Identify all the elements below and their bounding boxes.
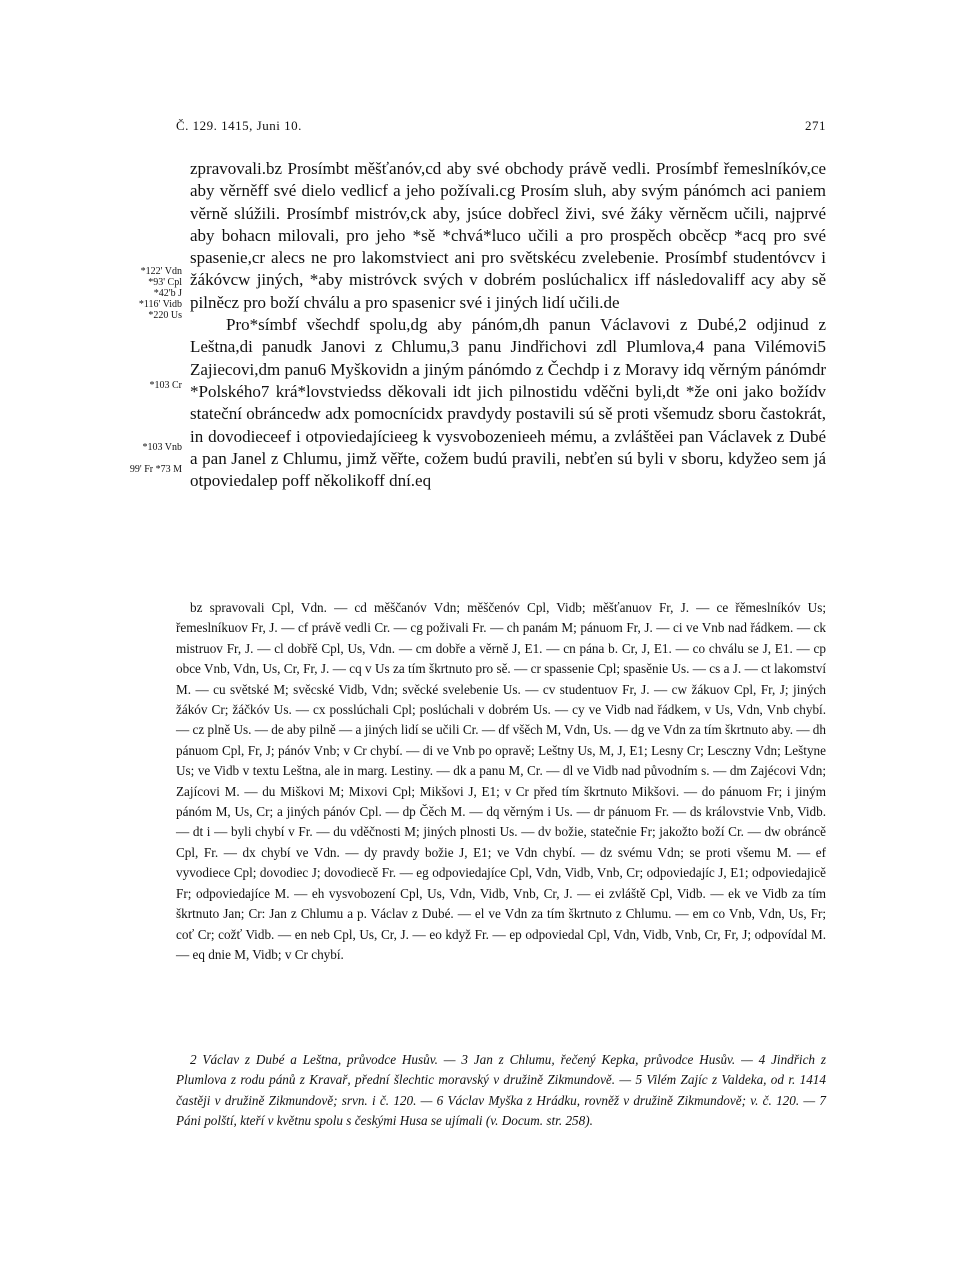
footnote-block: 2 Václav z Dubé a Leštna, průvodce Husův. — 3 Jan z Chlumu, řečený Kepka, průvodce Husův. — 4 Jindřich z Plumlova z rodu pánů z Kravař, přední šlechtic moravský v družině Zikmundově. — 5 Vilém Zajíc z Valdeka, od r. 1414 častěji v družině Zikmundově; srvn. i č. 120. — 6 Václav Myška z Hrádku, rovněž v družině Zikmundově; v. č. 120. — 7 Páni polští, kteří v květnu spolu s českými Husa se ujímali (v. Docum. str. 258). [176,1052,826,1129]
margin-note: *103 Vnb [142,442,182,453]
margin-note: *93' Cpl [148,277,182,288]
margin-note: *116' Vidb [138,299,182,310]
main-paragraph: zpravovali.bz Prosímbt měšťanóv,cd aby své obchody právě vedli. Prosímbf řemeslníkóv,ce aby věrněff své dielo vedlicf a jeho požívali.cg Prosím sluh, aby svým pánómch aci paniem věrně slúžili. Prosímbf mistróv,ck aby, jsúce dobřecl živi, své žáky věrněcm učili, najprvé aby bohacn milovali, pro jeho *sě *chvá*luco učili a pro prospěch obcěcp *acq pro své spasenie,cr alecs ne pro lakomstviect ani pro světskécu zvelebenie. Prosímbf studentóvcv i žákóvcw jiných, *aby mistróvck svých v dobrém poslúchalicx iff následovaliff acy aby sě pilněcz pro boží chválu a pro spasenicr své i jiných lidí učili.de [190,159,826,312]
margin-note: *220 Us [148,310,182,321]
footnotes [176,1050,826,1132]
document-number-date: Č. 129. 1415, Juni 10. [176,118,302,133]
margin-note: *122' Vdn [140,266,182,277]
margin-note: 99' Fr *73 M [129,464,182,475]
critical-apparatus [176,598,826,965]
page-number: 271 [805,118,826,133]
margin-note: *42'b J [153,288,182,299]
apparatus-block: bz spravovali Cpl, Vdn. — cd měščanóv Vdn; měščenóv Cpl, Vidb; měšťanuov Fr, J. — ce řěmeslníkóv Us; řemeslníkuov Fr, J. — cf právě vedli Cr. — cg poživali Fr. — ch panám M; pánuom Fr, J. — ci ve Vnb nad řádkem. — ck mistruov Fr, J. — cl dobřě Cpl, Us, Vdn. — cm dobře a věrně J, E1. — cn pána b. Cr, J, E1. — co chválu se J, E1. — cp obce Vnb, Vdn, Us, Cr, Fr, J. — cq v Us za tím škrtnuto pro sě. — cr spassenie Cpl; spasěnie Us. — cs a J. — ct lakomství M. — cu světské M; svěcské Vidb, Vdn; svěcké svelebenie Us. — cv studentuov Fr, J. — cw žákuov Cpl, Fr, J; jiných žákóv Cr; žáčkóv Us. — cx posslúchali Cpl; poslúchali v dobrém Us. — cy ve Vidb nad řádkem, v Us, Vdn, Vnb chybí. — cz plně Us. — de aby pilně — a jiných lidí se učili Cr. — df všěch M, Vdn, Us. — dg ve Vdn za tím škrtnuto aby. — dh pánuom Cpl, Fr, J; pánóv Vnb; v Cr chybí. — di ve Vnb po opravě; Leštny Us, M, J, E1; Lesny Cr; Lesczny Vdn; Leštyne Us; ve Vidb v textu Leštna, ale in marg. Lestiny. — dk a panu M, Cr. — dl ve Vidb nad původním s. — dm Zajécovi Vdn; Zajícovi M. — du Miškovi M; Mixovi Cpl; Mikšovi J, E1; v Cr před tím škrtnuto Mikšovi. — do pánuom Fr; i jiným pánóm M, Us, Cr; a jiných pánóv Cpl. — dp Čěch M. — dq věrným i Us. — dr pánuom Fr. — ds královstvie Vnb, Vidb. — dt i — byli chybí v Fr. — du vděčnosti M; jiných plnosti Us. — dv božie, statečnie Fr; jakožto boží Cr. — dw obráncě Cpl, Fr. — dx chybí ve Vdn. — dy pravdy božie J, E1; ve Vdn chybí. — dz svému Vdn; se proti všemu M. — ef vyvodiece Cpl; dovodiec J; dovodiecě Fr. — eg odpoviedajíce Cpl, Vdn, Vidb, Vnb, Cr; odpoviedajíc J, E1; odpoviedajicě Fr; odpoviedajíce M. — eh vysvobození Cpl, Us, Vdn, Vidb, Vnb, Cr, J. — ei zvláště Cpl, Vidb. — ek ve Vidb za tím škrtnuto Jan; Cr: Jan z Chlumu a p. Václav z Dubé. — el ve Vdn za tím škrtnuto z Chlumu. — em co Vnb, Vdn, Us, Fr; coť Cr; cožť Vidb. — en neb Cpl, Us, Cr, J. — eo když Fr. — ep odpoviedal Cpl, Vdn, Vidb, Vnb, Cr, Fr, J; odpovídal M. — eq dnie M, Vidb; v Cr chybí. [176,600,826,962]
running-header [176,118,826,138]
margin-notes [0,0,186,520]
margin-note: *103 Cr [149,380,182,391]
main-paragraph: Pro*símbf všechdf spolu,dg aby pánóm,dh panun Václavovi z Dubé,2 odjinud z Leštna,di panudk Janovi z Chlumu,3 panu Jindřichovi zdl Plumlova,4 pana Vilémovi5 Zajiecovi,dm panu6 Myškovidn a jiným pánómdo z Čechdp i z Moravy idq věrným pánómdr *Polského7 krá*lovstviedss děkovali idt jich pilnostidu vděčni byli,dt *že oni jako božídv stateční obráncedw adx pomocnícidx pravdydy postavili sú sě proti všemudz sboru častokrát, in dovodieceef i otpoviedajícieeg k vysvobozenieeh mému, a zvláštěei pan Václavek z Dubé a pan Janel z Chlumu, jimž věřte, cožem budú pravili, nebťen sú byli v sboru, kdyžeo sem já otpoviedalep poff několikoff dní.eq [190,315,826,491]
main-text [190,158,826,492]
